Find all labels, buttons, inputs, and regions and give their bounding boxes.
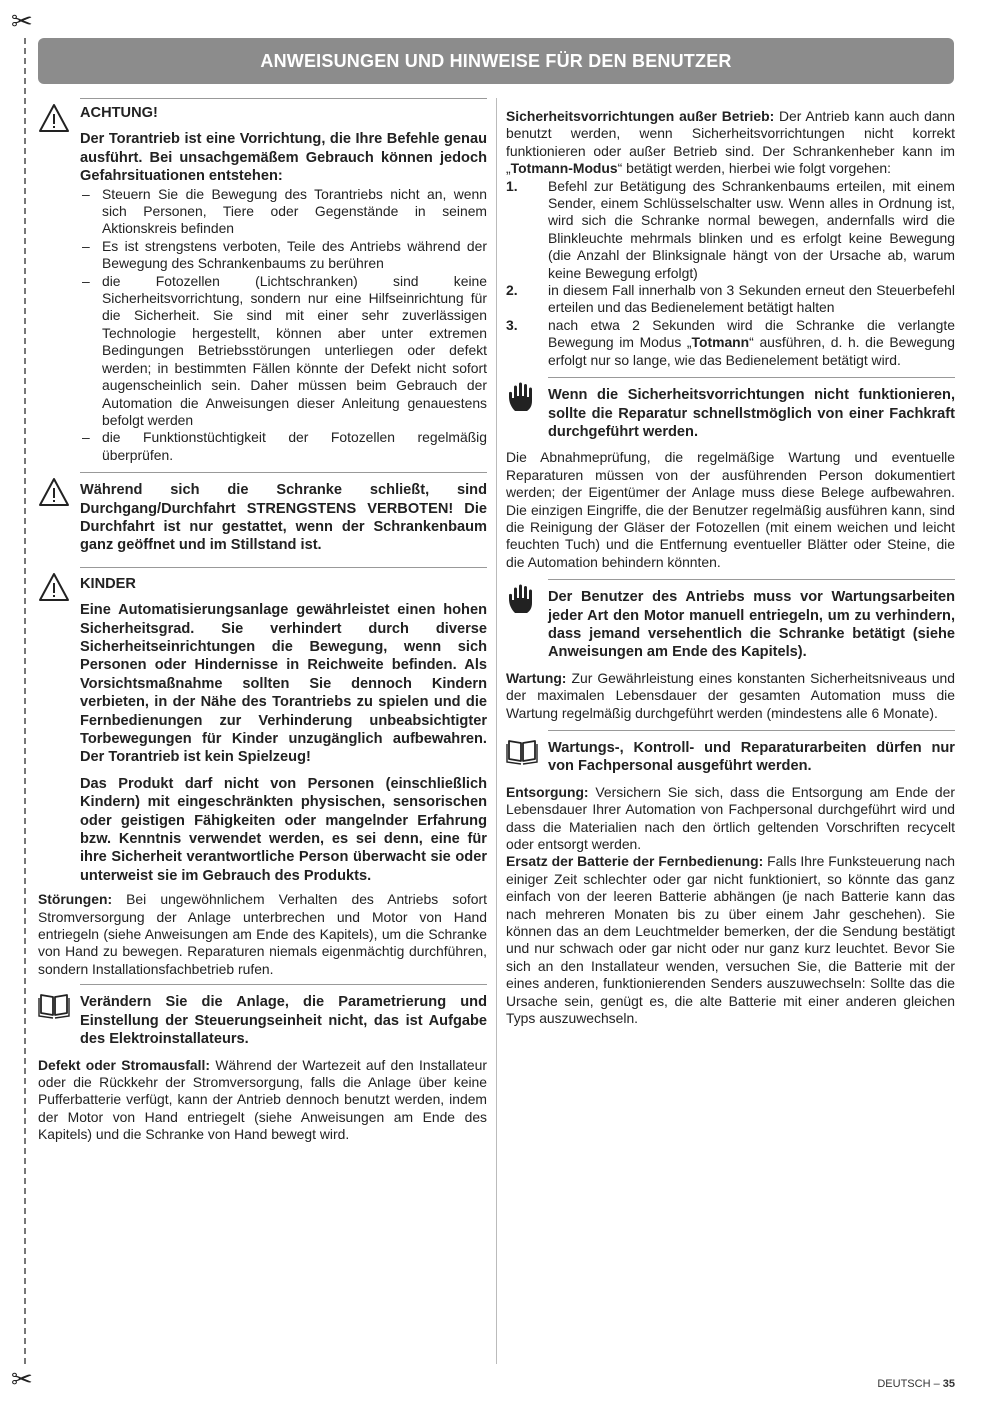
left-column — [38, 98, 487, 1144]
warning-triangle-icon — [38, 571, 70, 603]
closing-warning-text: Während sich die Schranke schließt, sind Durchgang/Durchfahrt STRENGSTENS VERBOTEN! Die Durchfahrt ist nur gestattet, wenn der Schrankenbaum ganz geöffnet und im Stillstand ist. — [80, 482, 487, 554]
defekt-text: Während der Wartezeit auf den Installateur oder die Rückkehr der Stromversorgung, falls die Anlage über keine Pufferbatterie verfügt, kann der Antrieb dennoch benutzt werden, indem der Motor von Hand entriegelt (siehe Anweisungen am Ende des Kapitels) und die Schranke von Hand bewegt wird. — [38, 1056, 487, 1143]
footer-language: DEUTSCH – — [877, 1378, 943, 1390]
step-text: in diesem Fall innerhalb von 3 Sekunden erneut den Steuerbefehl erteilen und das Bedienelement betätigt halten — [548, 282, 955, 316]
achtung-list — [38, 186, 487, 465]
page-footer — [877, 1378, 955, 1390]
scissors-icon: ✂ — [11, 6, 33, 36]
list-item: – die Fotozellen (Lichtschranken) sind keine Sicherheitsvorrichtung, sondern nur eine Hilfseinrichtung für die Sicherheit. Sie sind mit einer sehr zuverlässigen Technologie hergestellt, können aber unter extremen Bedingungen Betriebsstörungen unterliegen oder defekt werden; in bestimmten Fällen könnte der Defekt nicht sofort augenscheinlich sein. Daher müssen beim Gebrauch der Automation die Anweisungen dieser Anleitung genauestens befolgt werden — [80, 273, 487, 430]
defekt-label: Defekt oder Stromausfall: — [38, 1056, 210, 1073]
stop-hand-icon — [506, 381, 538, 413]
list-item: – Steuern Sie die Bewegung des Torantriebs nicht an, wenn sich Personen, Tiere oder Gegenstände in seinem Aktionskreis befinden — [80, 186, 487, 238]
entsorgung-label: Entsorgung: — [506, 783, 589, 800]
cut-line — [24, 38, 26, 1364]
sicherheit-label: Sicherheitsvorrichtungen außer Betrieb: — [506, 108, 775, 124]
step-text: nach etwa 2 Sekunden wird die Schranke die verlangte Bewegung im Modus „ — [548, 316, 955, 351]
hand-note-2-text: Der Benutzer des Antriebs muss vor Wartungsarbeiten jeder Art den Motor manuell entriegeln, um zu verhindern, dass jemand versehentlich die Schranke betätigt (siehe Anweisungen am Ende des Kapitels). — [548, 589, 955, 661]
step-number: 2. — [506, 282, 518, 299]
section-title: ANWEISUNGEN UND HINWEISE FÜR DEN BENUTZER — [260, 50, 732, 71]
stop-hand-icon — [506, 583, 538, 615]
kinder-title: KINDER — [80, 575, 136, 592]
kinder-paragraph-2: Das Produkt darf nicht von Personen (einschließlich Kindern) mit eingeschränkten physischen, sensorischen oder geistigen Fähigkeiten oder mangelnder Erfahrung bzw. Kenntnis verwendet werden, es sei denn, eine für ihre Sicherheit verantwortliche Person überwacht sie oder unterweist sie im Gebrauch des Produkts. — [80, 775, 487, 884]
step-number: 1. — [506, 177, 518, 194]
open-book-icon — [38, 988, 70, 1020]
section-header — [38, 38, 954, 84]
stoerungen-text: Bei ungewöhnlichem Verhalten des Antriebs sofort Stromversorgung der Anlage unterbrechen und Motor von Hand entriegeln (siehe Anweisungen am Ende des Kapitels), um die Schranke von Hand zu bewegen. Reparaturen niemals eigenmächtig durchführen, sondern Installationsfachbetrieb rufen. — [38, 891, 487, 977]
scissors-icon: ✂ — [11, 1364, 33, 1394]
defekt-paragraph — [38, 1057, 487, 1144]
list-item — [506, 178, 955, 282]
book-note-right — [548, 730, 955, 776]
right-column — [506, 98, 955, 1028]
closing-warning-section — [80, 472, 487, 555]
sicherheit-text-end: “ betätigt werden, hierbei wie folgt vorgehen: — [617, 160, 891, 177]
warning-triangle-icon — [38, 476, 70, 508]
page-number: 35 — [942, 1378, 955, 1390]
totmann-label: Totmann — [691, 334, 750, 351]
list-item: – Es ist strengstens verboten, Teile des Antriebs während der Bewegung des Schrankenbaums zu berühren — [80, 238, 487, 273]
kinder-paragraph-1: Eine Automatisierungsanlage gewährleistet einen hohen Sicherheitsgrad. Sie verhindert durch diverse Sicherheitseinrichtungen die Bewegung, wenn sich Personen oder Hindernisse in Reichweite befinden. Als Vorsichtsmaßnahme sollten Sie dennoch Kindern verbieten, in der Nähe des Torantriebs zu spielen und die Fernbedienungen zur Verhinderung unbeabsichtigter Torbewegungen für Kinder unzugänglich aufbewahren. Der Torantrieb ist kein Spielzeug! — [80, 602, 487, 766]
achtung-section — [80, 98, 487, 464]
stoerungen-label: Störungen: — [38, 891, 113, 908]
list-item — [506, 282, 955, 317]
wartung-text: Zur Gewährleistung eines konstanten Sicherheitsniveaus und der maximalen Lebensdauer der gesamten Automation muss die Wartung regelmäßig durchgeführt werden (mindestens alle 6 Monate). — [506, 669, 955, 721]
open-book-icon — [506, 734, 538, 766]
book-note-left — [80, 984, 487, 1048]
achtung-lead: Der Torantrieb ist eine Vorrichtung, die Ihre Befehle genau ausführt. Bei unsachgemäßem Gebrauch können jedoch Gefahrsituationen entstehen: — [80, 131, 487, 185]
list-item: – die Funktionstüchtigkeit der Fotozellen regelmäßig überprüfen. — [80, 429, 487, 464]
kinder-section — [80, 567, 487, 886]
sicherheit-steps — [506, 178, 955, 369]
batterie-label: Ersatz der Batterie der Fernbedienung: — [506, 853, 764, 870]
hand-note-1-text: Wenn die Sicherheitsvorrichtungen nicht funktionieren, sollte die Reparatur schnellstmöglich von einer Fachkraft durchgeführt werden. — [548, 387, 955, 440]
hand-note-2 — [548, 579, 955, 662]
entsorgung-paragraph — [506, 784, 955, 854]
hand-note-1 — [548, 377, 955, 441]
achtung-title: ACHTUNG! — [80, 105, 158, 121]
step-number: 3. — [506, 316, 518, 333]
book-note-left-text: Verändern Sie die Anlage, die Parametrierung und Einstellung der Steuerungseinheit nicht, das ist Aufgabe des Elektroinstallateurs. — [80, 994, 487, 1048]
step-text: Befehl zur Betätigung des Schrankenbaums erteilen, mit einem Sender, einem Schlüsselschalter usw. Wenn alles in Ordnung ist, wird sich die Schranke normal bewegen, andernfalls wird die Blinkleuchte mehrmals blinken und es erfolgt keine Bewegung (die Anzahl der Blinksignale hängt von der Ursache ab, warum keine Bewegung erfolgt) — [548, 177, 955, 281]
batterie-text: Falls Ihre Funksteuerung nach einiger Zeit schlechter oder gar nicht funktioniert, so könnte das ganz einfach von der leeren Batterie abhängen (je nach Batterie kann das nach mehreren Monaten bis zu über einem Jahr geschehen). Sie können das an dem Leuchtmelder bemerken, der die Sendung bestätigt und nur schwach oder gar nicht oder nur ganz kurz leuchtet. Bevor Sie sich an den Installateur wenden, versuchen Sie, die Batterie mit der eines anderen, funktionierenden Senders auszuwechseln: Sollte das die Ursache sein, genügt es, die alte Batterie mit einer anderen gleichen Typs auszuwechseln. — [506, 853, 955, 1027]
wartung-paragraph — [506, 670, 955, 722]
warning-triangle-icon — [38, 102, 70, 134]
column-divider — [496, 98, 497, 1364]
step-text-end: “ ausführen, d. h. die Bewegung erfolgt nur so lange, wie das Bedienelement betätigt wird. — [548, 334, 955, 368]
list-item — [506, 317, 955, 369]
batterie-paragraph — [506, 853, 955, 1027]
wartung-label: Wartung: — [506, 669, 567, 686]
sicherheit-text: Der Antrieb kann auch dann benutzt werden, wenn Sicherheitsvorrichtungen nicht korrekt funktionieren oder außer Betrieb sind. Der Schrankenheber kann im „ — [506, 108, 956, 177]
totmann-mode-label: Totmann-Modus — [510, 160, 618, 177]
sicherheit-paragraph — [506, 108, 955, 178]
abnahme-paragraph: Die Abnahmeprüfung, die regelmäßige Wartung und eventuelle Reparaturen müssen von der ausführenden Person dokumentiert werden; der Eigentümer der Anlage muss diese Belege aufbewahren. Die einzigen Eingriffe, die der Benutzer regelmäßig ausführen kann, sind die Reinigung der Gläser der Fotozellen (mit einem weichen und leicht feuchten Tuch) und die Entfernung eventueller Blätter oder Steine, die die Automation behindern könnten. — [506, 449, 955, 570]
entsorgung-text: Versichern Sie sich, dass die Entsorgung am Ende der Lebensdauer Ihrer Automation von Fachpersonal durchgeführt wird und dass die Materialien nach den örtlich geltenden Vorschriften recycelt oder entsorgt werden. — [506, 783, 955, 853]
stoerungen-paragraph — [38, 891, 487, 978]
book-note-right-text: Wartungs-, Kontroll- und Reparaturarbeiten dürfen nur von Fachpersonal ausgeführt werden. — [548, 740, 955, 775]
